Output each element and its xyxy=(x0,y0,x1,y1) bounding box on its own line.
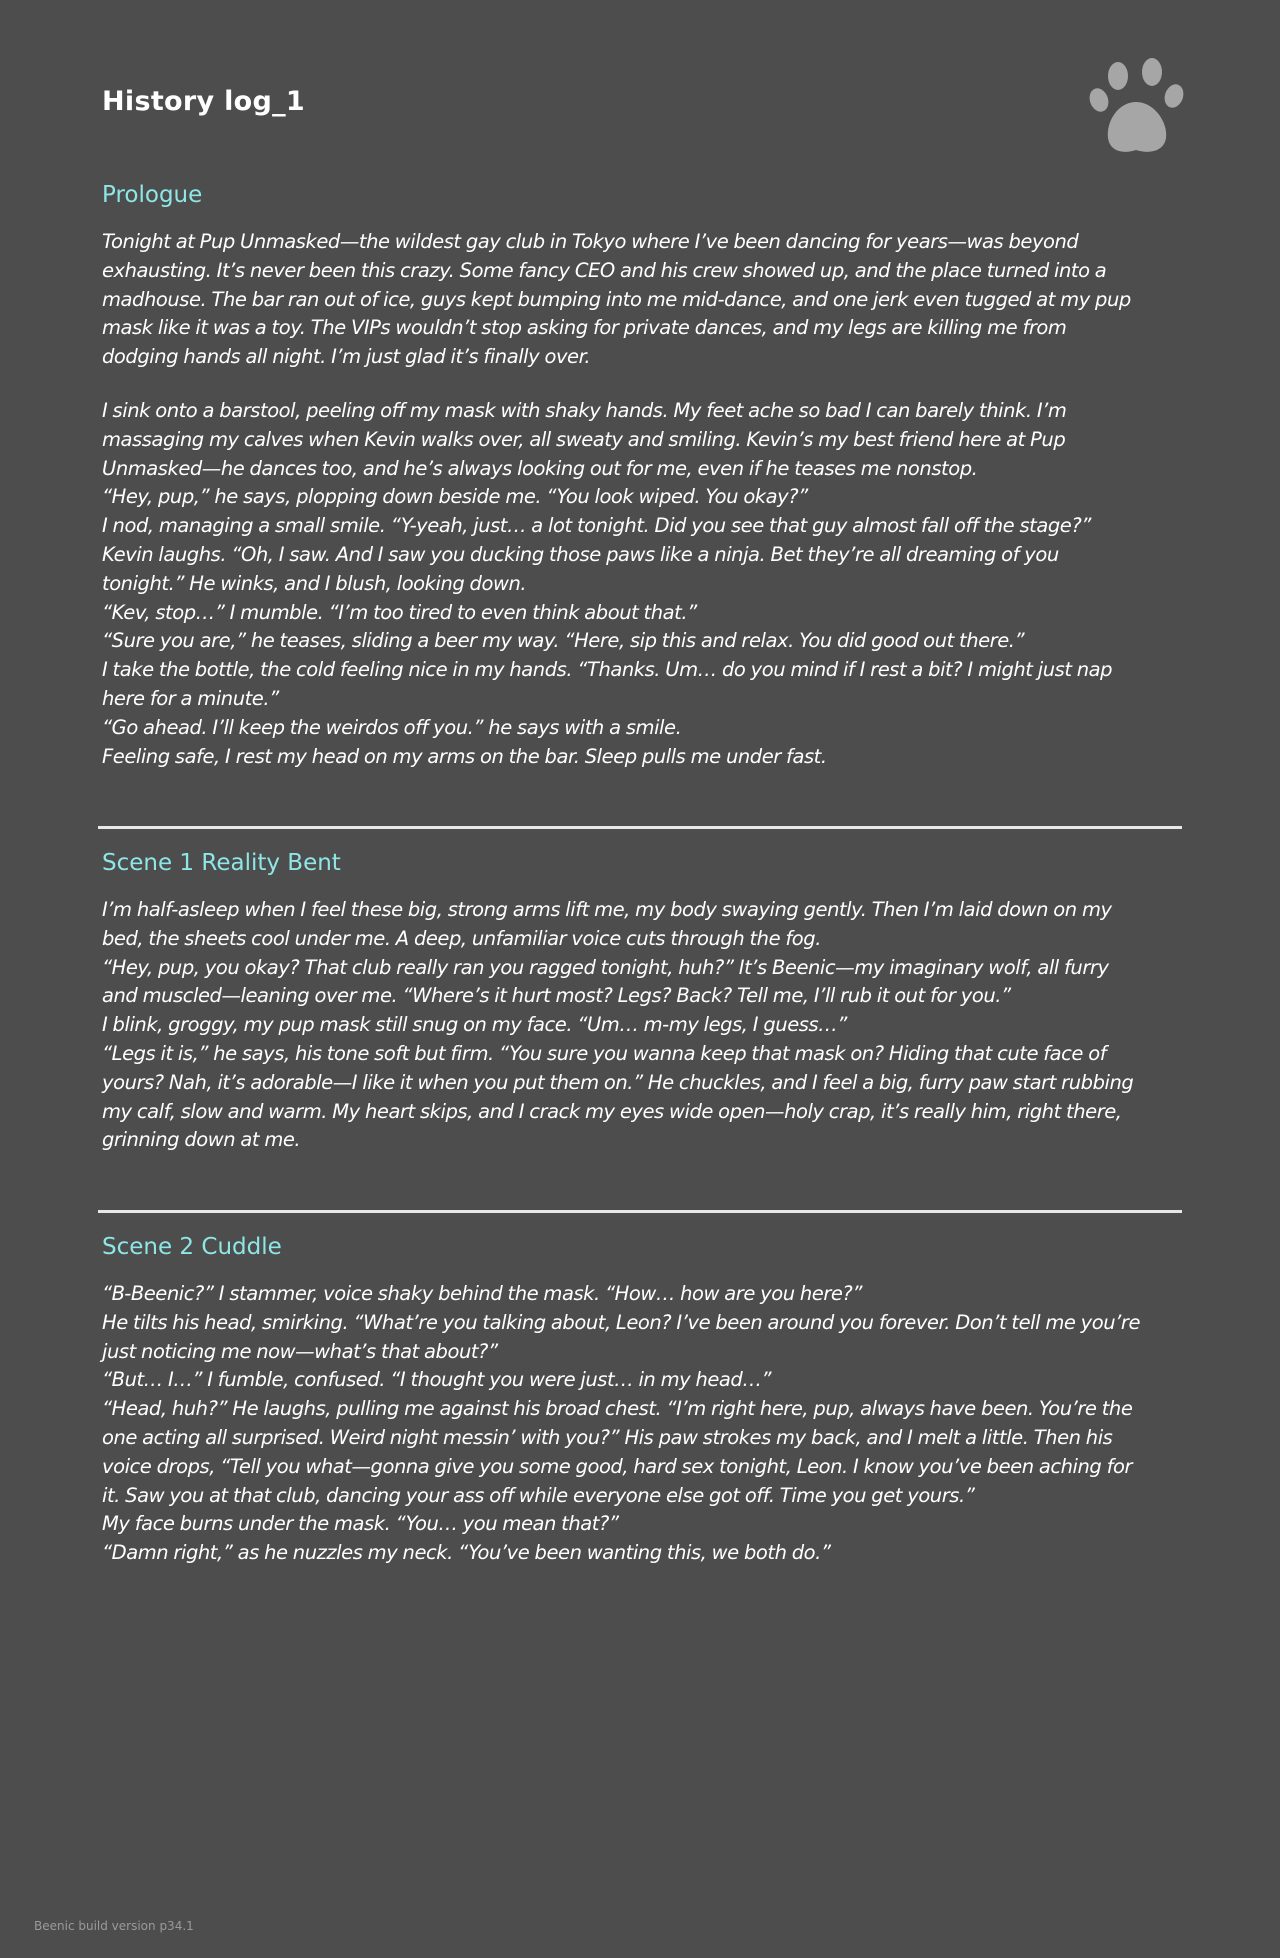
text-line: and muscled—leaning over me. “Where’s it hurt most? Legs? Back? Tell me, I’ll rub it out for you.” xyxy=(102,984,1011,1008)
text-line: grinning down at me. xyxy=(102,1128,301,1152)
prologue-section xyxy=(102,182,1182,771)
text-line: voice drops, “Tell you what—gonna give you some good, hard sex tonight, Leon. I know you’ve been aching for xyxy=(102,1454,1133,1478)
section-divider xyxy=(98,1210,1182,1213)
text-line: it. Saw you at that club, dancing your ass off while everyone else got off. Time you get yours.” xyxy=(102,1483,975,1507)
text-line: tonight.” He winks, and I blush, looking down. xyxy=(102,571,527,595)
text-line: “Legs it is,” he says, his tone soft but firm. “You sure you wanna keep that mask on? Hiding that cute face of xyxy=(102,1041,1107,1065)
text-line: “Damn right,” as he nuzzles my neck. “You’ve been wanting this, we both do.” xyxy=(102,1541,831,1565)
text-line: I sink onto a barstool, peeling off my mask with shaky hands. My feet ache so bad I can barely think. I’m xyxy=(102,398,1067,422)
text-line: “B-Beenic?” I stammer, voice shaky behind the mask. “How… how are you here?” xyxy=(102,1282,862,1305)
scene1-paragraph xyxy=(102,896,1182,1155)
scene1-heading: Scene 1 Reality Bent xyxy=(102,850,341,876)
text-line: I take the bottle, the cold feeling nice in my hands. “Thanks. Um… do you mind if I rest a bit? I might just nap xyxy=(102,658,1113,682)
page-title: History log_1 xyxy=(102,86,306,117)
scene2-heading: Scene 2 Cuddle xyxy=(102,1234,282,1260)
text-line: yours? Nah, it’s adorable—I like it when you put them on.” He chuckles, and I feel a big, furry paw start rubbing xyxy=(102,1070,1134,1094)
text-line: Tonight at Pup Unmasked—the wildest gay club in Tokyo where I’ve been dancing for years—was beyond xyxy=(102,230,1079,253)
text-line: “But… I…” I fumble, confused. “I thought you were just… in my head…” xyxy=(102,1368,772,1392)
build-version-label: Beenic build version p34.1 xyxy=(34,1919,194,1933)
text-line: I nod, managing a small smile. “Y-yeah, just… a lot tonight. Did you see that guy almost fall off the stage?” xyxy=(102,514,1091,538)
text-line: “Hey, pup,” he says, plopping down beside me. “You look wiped. You okay?” xyxy=(102,485,808,509)
text-line: mask like it was a toy. The VIPs wouldn’t stop asking for private dances, and my legs are killing me from xyxy=(102,316,1067,340)
text-line: here for a minute.” xyxy=(102,686,279,710)
text-line: “Head, huh?” He laughs, pulling me against his broad chest. “I’m right here, pup, always have been. You’re the xyxy=(102,1397,1133,1421)
prologue-heading: Prologue xyxy=(102,182,203,208)
text-line: massaging my calves when Kevin walks over, all sweaty and smiling. Kevin’s my best friend here at Pup xyxy=(102,427,1066,451)
text-line: I’m half-asleep when I feel these big, strong arms lift me, my body swaying gently. Then I’m laid down on my xyxy=(102,898,1112,921)
prologue-paragraph-1 xyxy=(102,228,1182,372)
scene1-section xyxy=(102,850,1182,1155)
scene2-section xyxy=(102,1234,1182,1568)
text-line: Feeling safe, I rest my head on my arms on the bar. Sleep pulls me under fast. xyxy=(102,744,827,768)
text-line: “Go ahead. I’ll keep the weirdos off you.” he says with a smile. xyxy=(102,715,682,739)
scene2-paragraph xyxy=(102,1280,1182,1568)
text-line: “Hey, pup, you okay? That club really ran you ragged tonight, huh?” It’s Beenic—my imaginary wolf, all furry xyxy=(102,955,1109,979)
text-line: exhausting. It’s never been this crazy. Some fancy CEO and his crew showed up, and the place turned into a xyxy=(102,258,1107,282)
text-line: bed, the sheets cool under me. A deep, unfamiliar voice cuts through the fog. xyxy=(102,926,821,950)
text-line: my calf, slow and warm. My heart skips, and I crack my eyes wide open—holy crap, it’s really him, right there, xyxy=(102,1099,1122,1123)
text-line: just noticing me now—what’s that about?” xyxy=(102,1339,498,1363)
text-line: “Kev, stop…” I mumble. “I’m too tired to even think about that.” xyxy=(102,600,697,624)
section-divider xyxy=(98,826,1182,829)
text-line: one acting all surprised. Weird night messin’ with you?” His paw strokes my back, and I melt a little. Then his xyxy=(102,1425,1113,1449)
prologue-paragraph-2 xyxy=(102,397,1182,771)
text-line: My face burns under the mask. “You… you mean that?” xyxy=(102,1512,619,1536)
text-line: Unmasked—he dances too, and he’s always looking out for me, even if he teases me nonstop. xyxy=(102,456,978,480)
text-line: Kevin laughs. “Oh, I saw. And I saw you ducking those paws like a ninja. Bet they’re all dreaming of you xyxy=(102,542,1059,566)
text-line: “Sure you are,” he teases, sliding a beer my way. “Here, sip this and relax. You did good out there.” xyxy=(102,629,1025,653)
text-line: I blink, groggy, my pup mask still snug on my face. “Um… m-my legs, I guess…” xyxy=(102,1013,847,1037)
text-line: dodging hands all night. I’m just glad it’s finally over. xyxy=(102,345,591,369)
text-line: He tilts his head, smirking. “What’re you talking about, Leon? I’ve been around you forever. Don’t tell me you’re xyxy=(102,1310,1140,1334)
paw-icon xyxy=(1088,58,1190,158)
text-line: madhouse. The bar ran out of ice, guys kept bumping into me mid-dance, and one jerk even tugged at my pup xyxy=(102,287,1131,311)
